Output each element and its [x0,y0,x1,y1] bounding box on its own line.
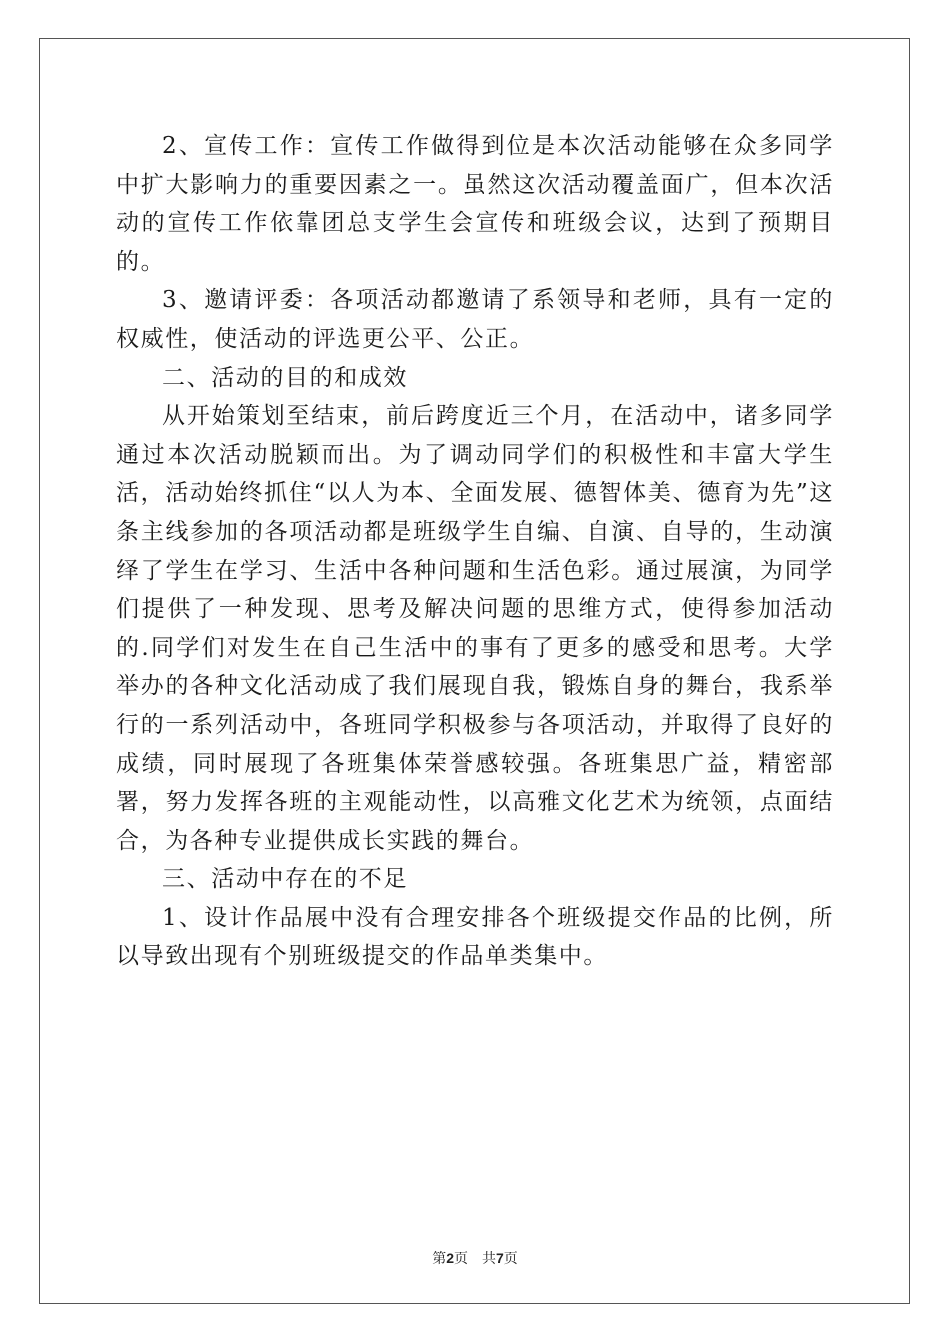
paragraph-goals: 从开始策划至结束，前后跨度近三个月，在活动中，诸多同学通过本次活动脱颖而出。为了调动同学们的积极性和丰富大学生活，活动始终抓住“以人为本、全面发展、德智体美、德育为先”这条主线参加的各项活动都是班级学生自编、自演、自导的，生动演绎了学生在学习、生活中各种问题和生活色彩。通过展演，为同学们提供了一种发现、思考及解决问题的思维方式，使得参加活动的.同学们对发生在自己生活中的事有了更多的感受和思考。大学举办的各种文化活动成了我们展现自我，锻炼自身的舞台，我系举行的一系列活动中，各班同学积极参与各项活动，并取得了良好的成绩，同时展现了各班集体荣誉感较强。各班集思广益，精密部署，努力发挥各班的主观能动性，以高雅文化艺术为统领，点面结合，为各种专业提供成长实践的舞台。 [116,403,834,854]
total-label-suffix: 页 [503,1251,518,1267]
paragraph-publicity: 2、宣传工作：宣传工作做得到位是本次活动能够在众多同学中扩大影响力的重要因素之一。虽然这次活动覆盖面广，但本次活动的宣传工作依靠团总支学生会宣传和班级会议，达到了预期目的。 [116,133,834,275]
page-label-suffix: 页 [454,1251,468,1267]
page-label-prefix: 第 [432,1251,447,1267]
paragraph-judges: 3、邀请评委：各项活动都邀请了系领导和老师，具有一定的权威性，使活动的评选更公平、公正。 [116,287,834,352]
section-heading-goals: 二、活动的目的和成效 [162,364,408,391]
document-body [116,127,834,976]
total-label-prefix: 共 [482,1251,496,1267]
current-page-number: 2 [446,1250,454,1266]
section-heading-shortcomings: 三、活动中存在的不足 [162,866,408,893]
page-footer [0,1248,950,1268]
total-page-number: 7 [496,1250,504,1266]
paragraph-shortcoming-1: 1、设计作品展中没有合理安排各个班级提交作品的比例，所以导致出现有个别班级提交的作品单类集中。 [116,904,834,970]
